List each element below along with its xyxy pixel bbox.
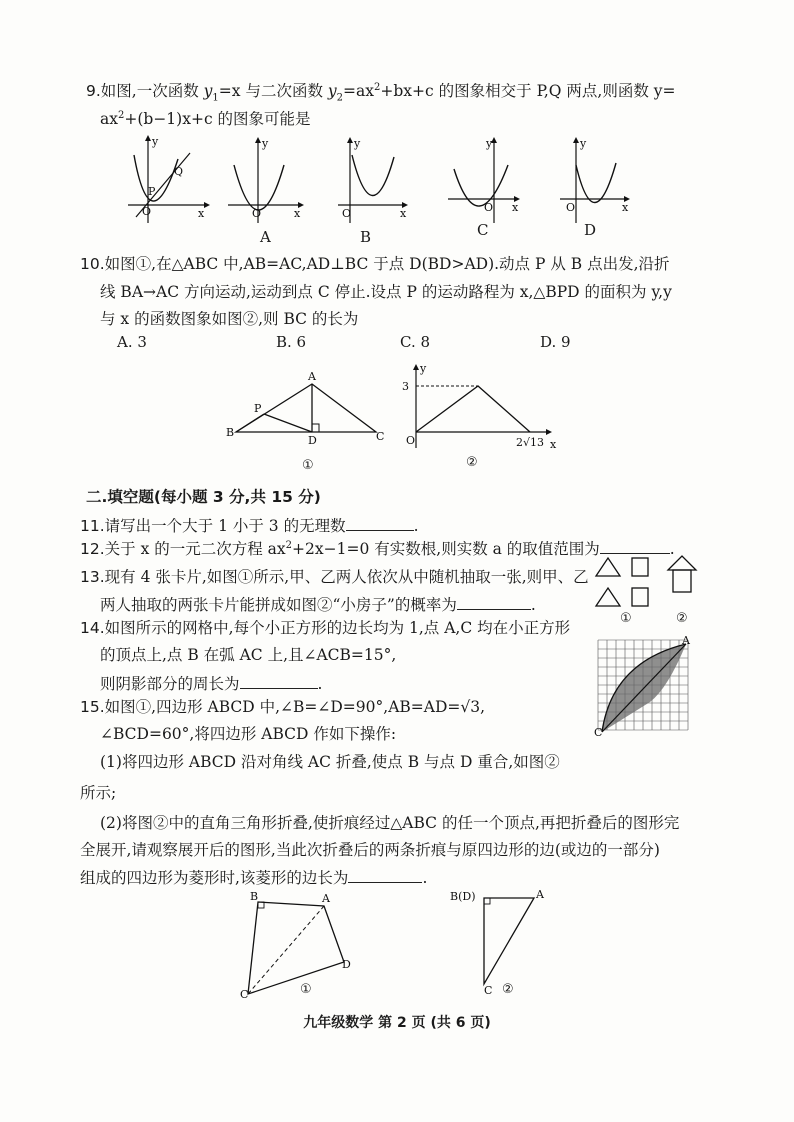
q15-line7: 组成的四边形为菱形时,该菱形的边长为 . bbox=[80, 866, 427, 888]
q15-line1: 15.如图①,四边形 ABCD 中,∠B=∠D=90°,AB=AD=√3, bbox=[80, 698, 486, 716]
q9-line1: 9.如图,一次函数 $y_1=x$ 与二次函数 $y_2=ax^2+bx+c$ 的图象相交于 P,Q 两点,则函数 y= bbox=[86, 82, 676, 104]
q13-line1: 13.现有 4 张卡片,如图①所示,甲、乙两人依次从中随机抽取一张,则甲、乙 bbox=[80, 568, 589, 586]
svg-text:O: O bbox=[142, 205, 152, 218]
q9-option-c[interactable]: C bbox=[477, 221, 489, 239]
q13-fig1-label: ① bbox=[620, 611, 632, 626]
q10-option-c[interactable]: C. 8 bbox=[400, 333, 431, 351]
page-footer: 九年级数学 第 2 页 (共 6 页) bbox=[303, 1015, 491, 1031]
svg-text:O: O bbox=[566, 201, 576, 214]
q15-fig2-label: ② bbox=[502, 982, 514, 997]
q10-triangle-figure bbox=[226, 372, 386, 452]
svg-text:P: P bbox=[254, 402, 262, 415]
svg-text:x: x bbox=[512, 201, 519, 214]
svg-text:y: y bbox=[580, 137, 587, 150]
q11: 11.请写出一个大于 1 小于 3 的无理数 . bbox=[80, 514, 419, 536]
svg-text:Q: Q bbox=[174, 165, 184, 178]
svg-text:A: A bbox=[536, 888, 544, 901]
q10-line2: 线 BA→AC 方向运动,运动到点 C 停止.设点 P 的运动路程为 x,△BPD 的面积为 y,y bbox=[100, 283, 672, 301]
q14-grid-figure bbox=[594, 634, 694, 739]
q9-graph-d bbox=[560, 135, 650, 225]
svg-text:y: y bbox=[420, 362, 427, 375]
q15-line6: 全展开,请观察展开后的图形,当此次折叠后的两条折痕与原四边形的边(或边的一部分) bbox=[80, 841, 660, 859]
q9-option-b[interactable]: B bbox=[360, 228, 372, 246]
svg-text:y: y bbox=[152, 135, 159, 148]
q10-option-b[interactable]: B. 6 bbox=[276, 333, 307, 351]
svg-text:x: x bbox=[294, 207, 301, 220]
q10-graph-figure bbox=[400, 362, 560, 452]
q13-cards-figure bbox=[596, 556, 706, 612]
svg-text:x: x bbox=[550, 438, 557, 451]
svg-text:O: O bbox=[342, 207, 352, 220]
svg-text:y: y bbox=[486, 137, 493, 150]
q10-option-a[interactable]: A. 3 bbox=[117, 333, 147, 351]
q10-line1: 10.如图①,在△ABC 中,AB=AC,AD⊥BC 于点 D(BD>AD).动点 P 从 B 点出发,沿折 bbox=[80, 255, 670, 273]
q15-answer-blank[interactable] bbox=[348, 866, 422, 883]
q9-graph-b bbox=[338, 135, 418, 225]
q9-graph-a bbox=[228, 135, 308, 225]
q9-option-d[interactable]: D bbox=[584, 221, 597, 239]
q10-ymax-label: 3 bbox=[402, 380, 409, 393]
svg-text:B(D): B(D) bbox=[450, 890, 476, 903]
q9-line2: $ax^2+(b-1)x+c$ 的图象可能是 bbox=[100, 110, 311, 129]
q14-line1: 14.如图所示的网格中,每个小正方形的边长均为 1,点 A,C 均在小正方形 bbox=[80, 619, 571, 637]
svg-text:C: C bbox=[484, 984, 493, 997]
svg-text:D: D bbox=[342, 958, 351, 971]
svg-text:C: C bbox=[240, 988, 249, 1001]
q14-line3: 则阴影部分的周长为 . bbox=[100, 672, 322, 694]
q10-fig1-label: ① bbox=[302, 458, 314, 473]
svg-text:x: x bbox=[622, 201, 629, 214]
svg-text:D: D bbox=[308, 434, 317, 447]
svg-text:C: C bbox=[594, 726, 603, 739]
svg-text:B: B bbox=[226, 426, 235, 439]
section-title: 二.填空题(每小题 3 分,共 15 分) bbox=[86, 488, 321, 506]
q14-line2: 的顶点上,点 B 在弧 AC 上,且∠ACB=15°, bbox=[100, 646, 397, 664]
svg-text:A: A bbox=[682, 634, 690, 647]
q14-answer-blank[interactable] bbox=[240, 672, 318, 689]
q9-given-graph bbox=[128, 135, 208, 225]
q10-fig2-label: ② bbox=[466, 455, 478, 470]
svg-text:O: O bbox=[484, 201, 494, 214]
q9-graph-c bbox=[448, 135, 538, 225]
q10-xend-label: 2√13 bbox=[516, 436, 545, 449]
q12-answer-blank[interactable] bbox=[600, 537, 670, 554]
svg-text:C: C bbox=[376, 430, 385, 443]
svg-text:x: x bbox=[400, 207, 407, 220]
svg-text:O: O bbox=[406, 434, 416, 447]
q15-line3: (1)将四边形 ABCD 沿对角线 AC 折叠,使点 B 与点 D 重合,如图② bbox=[100, 753, 560, 771]
q15-fig1-label: ① bbox=[300, 982, 312, 997]
q13-line2: 两人抽取的两张卡片能拼成如图②“小房子”的概率为 . bbox=[100, 593, 536, 615]
q15-line5: (2)将图②中的直角三角形折叠,使折痕经过△ABC 的任一个顶点,再把折叠后的图形完 bbox=[100, 814, 680, 832]
q10-option-d[interactable]: D. 9 bbox=[540, 333, 571, 351]
q12: 12.关于 x 的一元二次方程 $ax^2+2x-1=0$ 有实数根,则实数 a 的取值范围为 . bbox=[80, 536, 675, 559]
q15-folded-figure bbox=[448, 886, 558, 996]
q9-option-a[interactable]: A bbox=[260, 228, 271, 246]
q15-line4: 所示; bbox=[80, 784, 117, 802]
q11-answer-blank[interactable] bbox=[346, 514, 414, 531]
svg-text:A: A bbox=[308, 370, 316, 383]
svg-text:y: y bbox=[354, 137, 361, 150]
svg-text:y: y bbox=[262, 137, 269, 150]
q13-fig2-label: ② bbox=[676, 611, 688, 626]
q10-line3: 与 x 的函数图象如图②,则 BC 的长为 bbox=[100, 310, 359, 328]
svg-text:x: x bbox=[198, 207, 205, 220]
svg-text:B: B bbox=[250, 890, 259, 903]
svg-text:A: A bbox=[322, 892, 330, 905]
svg-text:P: P bbox=[148, 185, 156, 198]
q15-line2: ∠BCD=60°,将四边形 ABCD 作如下操作: bbox=[100, 725, 397, 743]
q13-answer-blank[interactable] bbox=[457, 593, 531, 610]
svg-text:O: O bbox=[252, 207, 262, 220]
